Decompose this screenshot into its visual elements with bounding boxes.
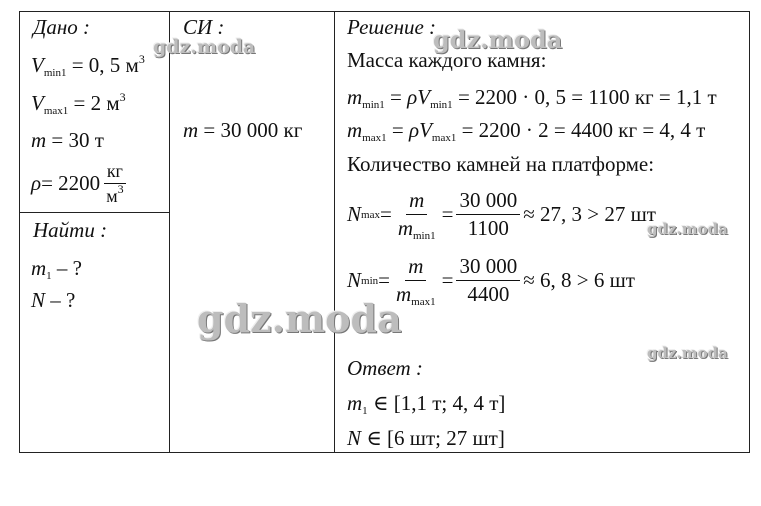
answer-count: N ∈ [6 шт; 27 шт] [347,426,505,450]
n-max-fraction-symbolic: $\frac{m}{m_{min1}}$ [397,188,436,242]
given-mass: m = 30 т [31,128,104,152]
watermark: gdz.moda [197,296,402,341]
given-header: Дано : [33,15,91,39]
find-item-mass: $m_1$ – ? [31,256,82,282]
answer-mass: $m_1$ ∈ [1,1 т; 4, 4 т] [347,391,506,417]
given-v-min: $V_{min1} = 0$, 5 $м^3$ [31,52,145,79]
given-density: ρ = 2200 $\frac{кг}{м^3}$ [31,162,130,205]
column-divider-si [334,12,335,452]
n-min-formula: N min = $\frac{m}{m_{max1}}$ = $\frac{30 000}{4400}$ ≈ 6, 8 > 6 шт [347,254,635,308]
given-v-max: $V_{max1} = 2$ $м^3$ [31,90,126,117]
watermark: gdz.moda [647,220,728,238]
watermark: gdz.moda [647,344,728,362]
n-min-fraction-symbolic: $\frac{m}{m_{max1}}$ [395,254,436,308]
watermark: gdz.moda [153,36,256,58]
si-header: СИ : [183,15,225,39]
si-mass: m = 30 000 кг [183,118,303,142]
watermark: gdz.moda [433,25,563,54]
density-unit-fraction: $\frac{кг}{м^3}$ [103,162,126,205]
count-title: Количество камней на платформе: [347,152,655,176]
n-max-formula: N max = $\frac{m}{m_{min1}}$ = $\frac{30 000}{1100}$ ≈ 27, 3 > 27 шт [347,188,656,242]
n-max-fraction-numeric: $\frac{30 000}{1100}$ [456,190,520,239]
solution-header: Решение : [347,15,437,39]
find-item-count: N – ? [31,288,76,312]
row-divider-find [20,212,169,213]
mass-title: Масса каждого камня: [347,48,547,72]
m-min-formula: $m_{min1} = \rho V_{min1} = 2200 \cdot 0$, 5 = 1100 кг = 1,1 т [347,85,717,111]
m-max-formula: $m_{max1} = \rho V_{max1} = 2200 \cdot 2 = 4400$ кг = 4, 4 т [347,118,706,144]
column-divider-given [169,12,170,452]
n-min-fraction-numeric: $\frac{30 000}{4400}$ [456,256,520,305]
answer-header: Ответ : [347,356,423,380]
find-header: Найти : [33,218,108,242]
